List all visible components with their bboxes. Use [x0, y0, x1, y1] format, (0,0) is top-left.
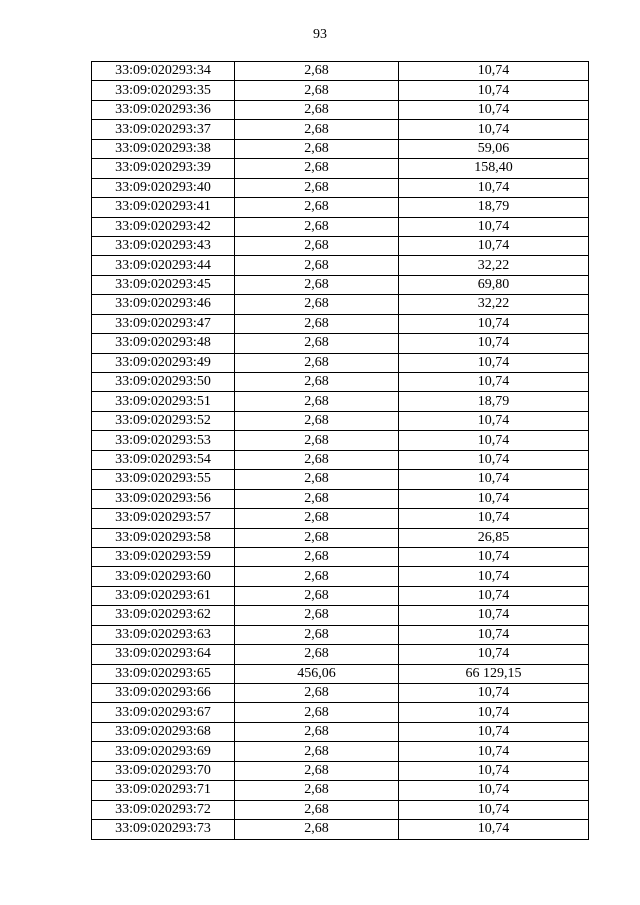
value-cell: 2,68: [235, 295, 399, 314]
amount-cell: 10,74: [399, 373, 589, 392]
table-row: [92, 334, 589, 353]
amount-cell: 18,79: [399, 198, 589, 217]
amount-cell: 10,74: [399, 606, 589, 625]
amount-cell: 10,74: [399, 353, 589, 372]
amount-cell: 10,74: [399, 236, 589, 255]
value-cell: 2,68: [235, 314, 399, 333]
value-cell: 2,68: [235, 217, 399, 236]
cadastral-number-cell: 33:09:020293:37: [92, 120, 235, 139]
parcel-table-body: [92, 62, 589, 840]
cadastral-number-cell: 33:09:020293:72: [92, 800, 235, 819]
value-cell: 2,68: [235, 645, 399, 664]
amount-cell: 10,74: [399, 178, 589, 197]
value-cell: 2,68: [235, 236, 399, 255]
table-row: [92, 178, 589, 197]
value-cell: 2,68: [235, 120, 399, 139]
value-cell: 2,68: [235, 820, 399, 839]
cadastral-number-cell: 33:09:020293:48: [92, 334, 235, 353]
amount-cell: 32,22: [399, 295, 589, 314]
cadastral-number-cell: 33:09:020293:35: [92, 81, 235, 100]
table-row: [92, 606, 589, 625]
value-cell: 2,68: [235, 761, 399, 780]
value-cell: 2,68: [235, 800, 399, 819]
amount-cell: 26,85: [399, 528, 589, 547]
amount-cell: 10,74: [399, 625, 589, 644]
amount-cell: 18,79: [399, 392, 589, 411]
amount-cell: 10,74: [399, 820, 589, 839]
cadastral-number-cell: 33:09:020293:68: [92, 722, 235, 741]
page-number: 93: [313, 27, 327, 42]
table-row: [92, 100, 589, 119]
value-cell: 2,68: [235, 198, 399, 217]
amount-cell: 10,74: [399, 470, 589, 489]
cadastral-number-cell: 33:09:020293:73: [92, 820, 235, 839]
value-cell: 2,68: [235, 353, 399, 372]
amount-cell: 10,74: [399, 509, 589, 528]
value-cell: 2,68: [235, 606, 399, 625]
value-cell: 2,68: [235, 100, 399, 119]
cadastral-number-cell: 33:09:020293:34: [92, 62, 235, 81]
value-cell: 2,68: [235, 431, 399, 450]
amount-cell: 10,74: [399, 722, 589, 741]
amount-cell: 10,74: [399, 62, 589, 81]
amount-cell: 10,74: [399, 645, 589, 664]
table-row: [92, 567, 589, 586]
table-row: [92, 800, 589, 819]
table-row: [92, 586, 589, 605]
table-row: [92, 703, 589, 722]
value-cell: 2,68: [235, 722, 399, 741]
value-cell: 2,68: [235, 450, 399, 469]
table-row: [92, 820, 589, 839]
cadastral-number-cell: 33:09:020293:42: [92, 217, 235, 236]
table-row: [92, 198, 589, 217]
table-row: [92, 625, 589, 644]
table-row: [92, 722, 589, 741]
value-cell: 2,68: [235, 62, 399, 81]
cadastral-number-cell: 33:09:020293:53: [92, 431, 235, 450]
table-row: [92, 547, 589, 566]
value-cell: 2,68: [235, 373, 399, 392]
amount-cell: 10,74: [399, 100, 589, 119]
cadastral-number-cell: 33:09:020293:69: [92, 742, 235, 761]
amount-cell: 10,74: [399, 120, 589, 139]
value-cell: 2,68: [235, 470, 399, 489]
table-row: [92, 236, 589, 255]
cadastral-number-cell: 33:09:020293:58: [92, 528, 235, 547]
cadastral-number-cell: 33:09:020293:49: [92, 353, 235, 372]
table-row: [92, 645, 589, 664]
cadastral-number-cell: 33:09:020293:60: [92, 567, 235, 586]
cadastral-number-cell: 33:09:020293:71: [92, 781, 235, 800]
table-row: [92, 742, 589, 761]
value-cell: 2,68: [235, 159, 399, 178]
cadastral-number-cell: 33:09:020293:40: [92, 178, 235, 197]
cadastral-number-cell: 33:09:020293:54: [92, 450, 235, 469]
cadastral-number-cell: 33:09:020293:38: [92, 139, 235, 158]
table-row: [92, 159, 589, 178]
cadastral-number-cell: 33:09:020293:50: [92, 373, 235, 392]
amount-cell: 10,74: [399, 217, 589, 236]
cadastral-number-cell: 33:09:020293:64: [92, 645, 235, 664]
cadastral-number-cell: 33:09:020293:52: [92, 411, 235, 430]
amount-cell: 10,74: [399, 703, 589, 722]
cadastral-number-cell: 33:09:020293:63: [92, 625, 235, 644]
value-cell: 2,68: [235, 489, 399, 508]
value-cell: 456,06: [235, 664, 399, 683]
table-row: [92, 353, 589, 372]
amount-cell: 32,22: [399, 256, 589, 275]
amount-cell: 10,74: [399, 81, 589, 100]
value-cell: 2,68: [235, 392, 399, 411]
amount-cell: 158,40: [399, 159, 589, 178]
value-cell: 2,68: [235, 509, 399, 528]
amount-cell: 10,74: [399, 800, 589, 819]
table-row: [92, 120, 589, 139]
table-row: [92, 470, 589, 489]
amount-cell: 10,74: [399, 431, 589, 450]
cadastral-number-cell: 33:09:020293:45: [92, 275, 235, 294]
value-cell: 2,68: [235, 275, 399, 294]
amount-cell: 10,74: [399, 586, 589, 605]
cadastral-number-cell: 33:09:020293:44: [92, 256, 235, 275]
amount-cell: 10,74: [399, 547, 589, 566]
cadastral-number-cell: 33:09:020293:39: [92, 159, 235, 178]
value-cell: 2,68: [235, 703, 399, 722]
value-cell: 2,68: [235, 256, 399, 275]
value-cell: 2,68: [235, 139, 399, 158]
value-cell: 2,68: [235, 625, 399, 644]
table-row: [92, 373, 589, 392]
amount-cell: 10,74: [399, 742, 589, 761]
value-cell: 2,68: [235, 528, 399, 547]
table-row: [92, 664, 589, 683]
cadastral-number-cell: 33:09:020293:65: [92, 664, 235, 683]
amount-cell: 69,80: [399, 275, 589, 294]
amount-cell: 10,74: [399, 314, 589, 333]
cadastral-number-cell: 33:09:020293:70: [92, 761, 235, 780]
amount-cell: 59,06: [399, 139, 589, 158]
table-row: [92, 684, 589, 703]
table-row: [92, 392, 589, 411]
table-row: [92, 62, 589, 81]
value-cell: 2,68: [235, 334, 399, 353]
table-row: [92, 139, 589, 158]
value-cell: 2,68: [235, 178, 399, 197]
cadastral-number-cell: 33:09:020293:51: [92, 392, 235, 411]
table-row: [92, 275, 589, 294]
table-row: [92, 411, 589, 430]
table-row: [92, 528, 589, 547]
table-row: [92, 781, 589, 800]
cadastral-number-cell: 33:09:020293:59: [92, 547, 235, 566]
cadastral-number-cell: 33:09:020293:55: [92, 470, 235, 489]
amount-cell: 10,74: [399, 450, 589, 469]
cadastral-number-cell: 33:09:020293:67: [92, 703, 235, 722]
parcel-table: [91, 61, 589, 840]
value-cell: 2,68: [235, 684, 399, 703]
amount-cell: 10,74: [399, 761, 589, 780]
cadastral-number-cell: 33:09:020293:61: [92, 586, 235, 605]
cadastral-number-cell: 33:09:020293:36: [92, 100, 235, 119]
amount-cell: 10,74: [399, 684, 589, 703]
table-row: [92, 295, 589, 314]
amount-cell: 10,74: [399, 334, 589, 353]
table-row: [92, 217, 589, 236]
cadastral-number-cell: 33:09:020293:47: [92, 314, 235, 333]
table-row: [92, 450, 589, 469]
amount-cell: 66 129,15: [399, 664, 589, 683]
value-cell: 2,68: [235, 567, 399, 586]
cadastral-number-cell: 33:09:020293:46: [92, 295, 235, 314]
cadastral-number-cell: 33:09:020293:43: [92, 236, 235, 255]
value-cell: 2,68: [235, 586, 399, 605]
table-row: [92, 509, 589, 528]
table-row: [92, 761, 589, 780]
amount-cell: 10,74: [399, 567, 589, 586]
value-cell: 2,68: [235, 81, 399, 100]
cadastral-number-cell: 33:09:020293:62: [92, 606, 235, 625]
value-cell: 2,68: [235, 742, 399, 761]
value-cell: 2,68: [235, 411, 399, 430]
cadastral-number-cell: 33:09:020293:56: [92, 489, 235, 508]
value-cell: 2,68: [235, 781, 399, 800]
amount-cell: 10,74: [399, 411, 589, 430]
amount-cell: 10,74: [399, 489, 589, 508]
table-row: [92, 81, 589, 100]
cadastral-number-cell: 33:09:020293:57: [92, 509, 235, 528]
table-row: [92, 314, 589, 333]
cadastral-number-cell: 33:09:020293:41: [92, 198, 235, 217]
amount-cell: 10,74: [399, 781, 589, 800]
table-row: [92, 431, 589, 450]
cadastral-number-cell: 33:09:020293:66: [92, 684, 235, 703]
value-cell: 2,68: [235, 547, 399, 566]
table-row: [92, 256, 589, 275]
table-row: [92, 489, 589, 508]
